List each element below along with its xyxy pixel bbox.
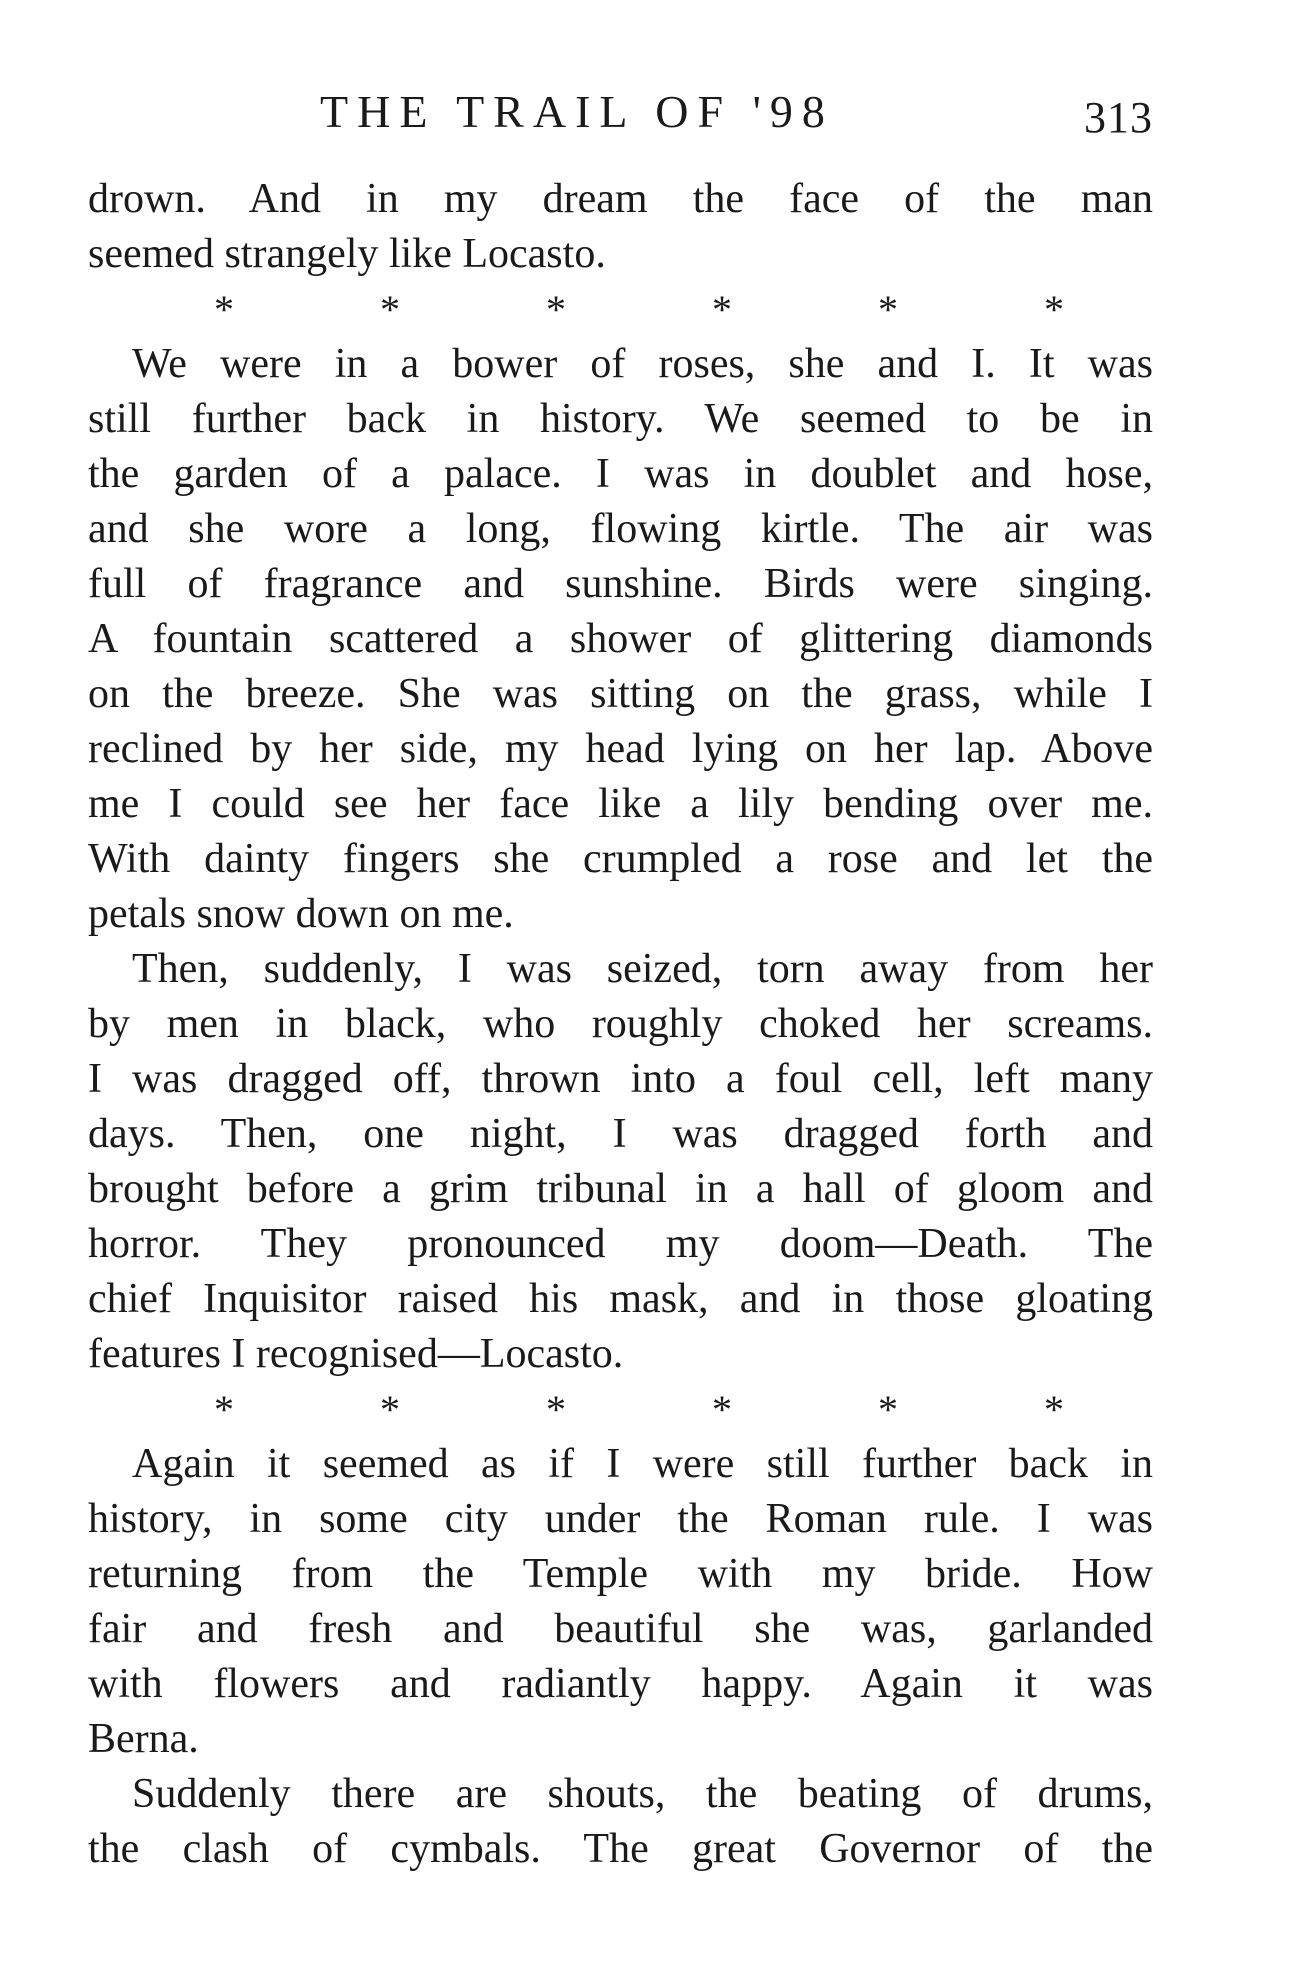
- asterisk: *: [878, 287, 898, 332]
- text-line: with flowers and radiantly happy. Again it was: [88, 1661, 1153, 1707]
- text-line: Again it seemed as if I were still further back in: [132, 1441, 1153, 1487]
- text-line: Berna.: [88, 1716, 199, 1762]
- section-break: [214, 282, 1064, 337]
- text-line: Suddenly there are shouts, the beating of drums,: [132, 1771, 1153, 1817]
- text-line: chief Inquisitor raised his mask, and in those gloating: [88, 1276, 1153, 1322]
- text-line: I was dragged off, thrown into a foul cell, left many: [88, 1056, 1153, 1102]
- text-line: the clash of cymbals. The great Governor of the: [88, 1826, 1153, 1872]
- text-line: on the breeze. She was sitting on the grass, while I: [88, 671, 1153, 717]
- asterisk: *: [546, 287, 566, 332]
- asterisk: *: [712, 1387, 732, 1432]
- asterisk: *: [214, 1387, 234, 1432]
- text-line: the garden of a palace. I was in doublet and hose,: [88, 451, 1153, 497]
- text-line: horror. They pronounced my doom—Death. The: [88, 1221, 1153, 1267]
- text-line: brought before a grim tribunal in a hall of gloom and: [88, 1166, 1153, 1212]
- paragraph: [88, 337, 1153, 942]
- paragraph: [88, 1767, 1153, 1877]
- text-line: seemed strangely like Locasto.: [88, 231, 606, 277]
- page-number: 313: [1084, 93, 1153, 142]
- text-line: me I could see her face like a lily bending over me.: [88, 781, 1153, 827]
- asterisk: *: [380, 287, 400, 332]
- asterisk: *: [1044, 1387, 1064, 1432]
- paragraph: [88, 942, 1153, 1382]
- text-line: reclined by her side, my head lying on her lap. Above: [88, 726, 1153, 772]
- text-line: With dainty fingers she crumpled a rose and let the: [88, 836, 1153, 882]
- text-line: and she wore a long, flowing kirtle. The air was: [88, 506, 1153, 552]
- text-line: features I recognised—Locasto.: [88, 1331, 624, 1377]
- paragraph: [88, 172, 1153, 282]
- page-header: [88, 82, 1153, 142]
- body-text: [88, 172, 1153, 1877]
- paragraph: [88, 1437, 1153, 1767]
- asterisk: *: [878, 1387, 898, 1432]
- text-line: still further back in history. We seemed to be in: [88, 396, 1153, 442]
- text-line: petals snow down on me.: [88, 891, 514, 937]
- asterisk: *: [1044, 287, 1064, 332]
- text-line: by men in black, who roughly choked her screams.: [88, 1001, 1153, 1047]
- text-line: returning from the Temple with my bride. How: [88, 1551, 1153, 1597]
- text-line: history, in some city under the Roman rule. I was: [88, 1496, 1153, 1542]
- text-line: drown. And in my dream the face of the man: [88, 176, 1153, 222]
- text-line: A fountain scattered a shower of glittering diamonds: [88, 616, 1153, 662]
- asterisk: *: [712, 287, 732, 332]
- asterisk: *: [380, 1387, 400, 1432]
- text-line: We were in a bower of roses, she and I. It was: [132, 341, 1153, 387]
- text-line: fair and fresh and beautiful she was, garlanded: [88, 1606, 1153, 1652]
- asterisk: *: [546, 1387, 566, 1432]
- section-break: [214, 1382, 1064, 1437]
- text-line: Then, suddenly, I was seized, torn away from her: [132, 946, 1153, 992]
- asterisk: *: [214, 287, 234, 332]
- running-head: THE TRAIL OF '98: [320, 86, 834, 137]
- text-line: full of fragrance and sunshine. Birds were singing.: [88, 561, 1153, 607]
- text-line: days. Then, one night, I was dragged forth and: [88, 1111, 1153, 1157]
